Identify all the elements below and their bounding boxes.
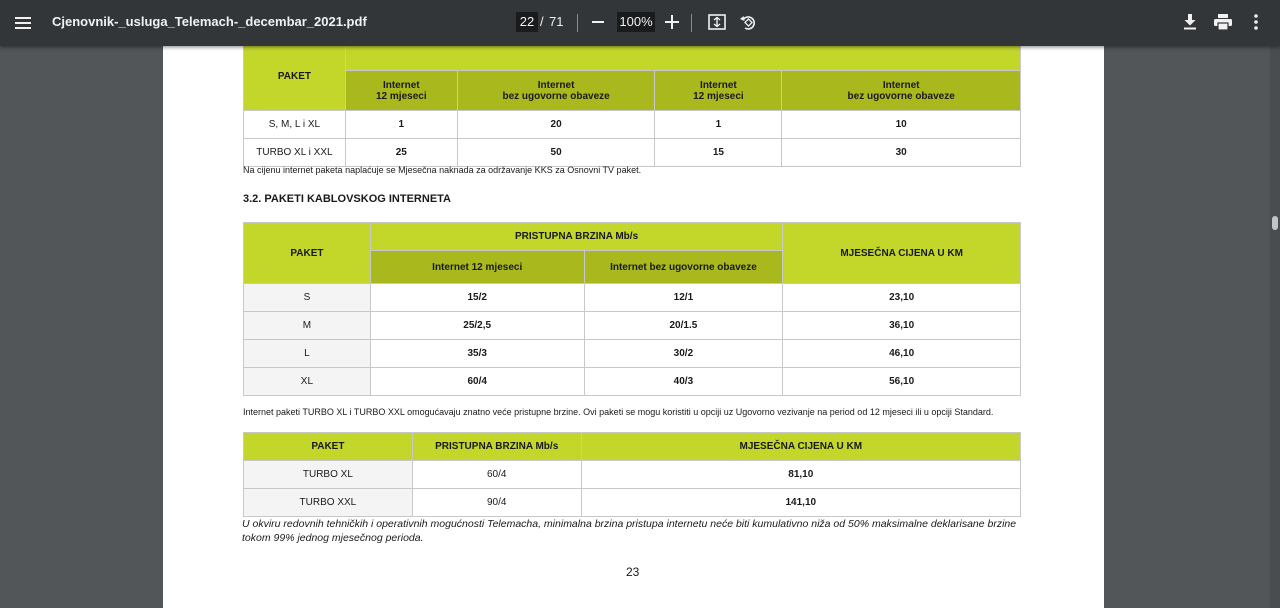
table1-note: Na cijenu internet paketa naplaćuje se Mjesečna naknada za održavanje KKS za Osnovni TV paket.	[243, 165, 642, 175]
row-label: XL	[244, 368, 371, 396]
table-header-cell: PRISTUPNA BRZINA Mb/s	[412, 433, 581, 461]
table-header-speed: PRISTUPNA BRZINA Mb/s	[370, 223, 782, 251]
table-cell: 1	[345, 111, 457, 139]
row-label: TURBO XL	[244, 461, 413, 489]
table-cell: 15/2	[370, 284, 584, 312]
table-header-cell: MJESEČNA CIJENA U KM	[581, 433, 1020, 461]
download-icon	[1183, 14, 1197, 30]
section-title: 3.2. PAKETI KABLOVSKOG INTERNETA	[243, 193, 452, 205]
pdf-toolbar	[0, 0, 1280, 46]
print-icon	[1214, 14, 1232, 30]
table-cell: 20/1.5	[584, 312, 783, 340]
table-cell: 25/2,5	[370, 312, 584, 340]
cable-internet-table	[243, 222, 1021, 396]
print-button[interactable]	[1212, 12, 1234, 32]
table-cell: 20	[457, 111, 655, 139]
table-cell: 90/4	[412, 489, 581, 517]
scrollbar-thumb[interactable]	[1272, 216, 1278, 230]
table-cell: 25	[345, 139, 457, 167]
table-row	[244, 312, 1021, 340]
table-row	[244, 340, 1021, 368]
table-header-cell: Internet 12 mjeseci	[370, 251, 584, 284]
table-cell: 36,10	[783, 312, 1021, 340]
table-row	[244, 139, 1021, 167]
more-vertical-icon	[1254, 14, 1258, 30]
table-header-cell: Internet bez ugovorne obaveze	[457, 71, 655, 111]
table-row	[244, 461, 1021, 489]
page-number: 23	[626, 565, 640, 579]
rotate-button[interactable]	[737, 11, 759, 33]
table-cell: 46,10	[783, 340, 1021, 368]
pdf-page	[163, 46, 1104, 608]
table-header-price: MJESEČNA CIJENA U KM	[783, 223, 1021, 284]
zoom-input[interactable]: 100%	[617, 12, 655, 32]
table-header-group	[345, 43, 1020, 71]
table-cell: 35/3	[370, 340, 584, 368]
table-header-cell: Internet bez ugovorne obaveze	[584, 251, 783, 284]
table-header-paket: PAKET	[244, 223, 371, 284]
row-label: S, M, L i XL	[244, 111, 346, 139]
table-cell: 141,10	[581, 489, 1020, 517]
page-total: 71	[549, 14, 564, 29]
table-cell: 40/3	[584, 368, 783, 396]
table-cell: 15	[655, 139, 782, 167]
minus-icon	[592, 21, 604, 23]
row-label: TURBO XL i XXL	[244, 139, 346, 167]
internet-fee-table	[243, 42, 1021, 167]
table-header-cell: Internet bez ugovorne obaveze	[782, 71, 1021, 111]
fit-page-icon	[708, 14, 726, 30]
zoom-out-button[interactable]	[589, 12, 607, 32]
fit-to-page-button[interactable]	[707, 12, 727, 32]
table-header-cell: PAKET	[244, 433, 413, 461]
table-row	[244, 489, 1021, 517]
rotate-icon	[739, 13, 757, 31]
footer-note: U okviru redovnih tehničkih i operativnih mogućnosti Telemacha, minimalna brzina pristupa internetu neće biti kumulativno niža od 50% maksimalne deklarisane brzine tokom 99% jednog mjesečnog perioda.	[242, 518, 1017, 544]
table-cell: 60/4	[412, 461, 581, 489]
scrollbar[interactable]	[1270, 46, 1280, 608]
zoom-in-button[interactable]	[663, 12, 681, 32]
table-cell: 10	[782, 111, 1021, 139]
table-cell: 23,10	[783, 284, 1021, 312]
table-cell: 81,10	[581, 461, 1020, 489]
table-row	[244, 368, 1021, 396]
table-row	[244, 111, 1021, 139]
turbo-internet-table	[243, 432, 1021, 517]
document-title: Cjenovnik-_usluga_Telemach-_decembar_2021.pdf	[52, 14, 367, 29]
plus-icon	[665, 15, 679, 29]
table-cell: 50	[457, 139, 655, 167]
table2-note: Internet paketi TURBO XL i TURBO XXL omogućavaju znatno veće pristupne brzine. Ovi paketi se mogu koristiti u opciji uz Ugovorno vezivanje na period od 12 mjeseci ili u opciji Standard.	[243, 407, 994, 417]
table-header-paket: PAKET	[244, 43, 346, 111]
table-header-cell: Internet 12 mjeseci	[345, 71, 457, 111]
download-button[interactable]	[1180, 12, 1200, 32]
row-label: M	[244, 312, 371, 340]
page-separator: /	[540, 14, 544, 29]
table-row	[244, 284, 1021, 312]
row-label: TURBO XXL	[244, 489, 413, 517]
row-label: S	[244, 284, 371, 312]
toolbar-divider	[577, 14, 578, 32]
table-cell: 30	[782, 139, 1021, 167]
toolbar-divider	[691, 14, 692, 32]
table-cell: 1	[655, 111, 782, 139]
table-cell: 60/4	[370, 368, 584, 396]
table-cell: 30/2	[584, 340, 783, 368]
table-header-cell: Internet 12 mjeseci	[655, 71, 782, 111]
menu-icon[interactable]	[12, 11, 36, 35]
table-cell: 56,10	[783, 368, 1021, 396]
more-options-button[interactable]	[1246, 12, 1266, 32]
table-cell: 12/1	[584, 284, 783, 312]
row-label: L	[244, 340, 371, 368]
page-number-input[interactable]: 22	[516, 12, 538, 32]
